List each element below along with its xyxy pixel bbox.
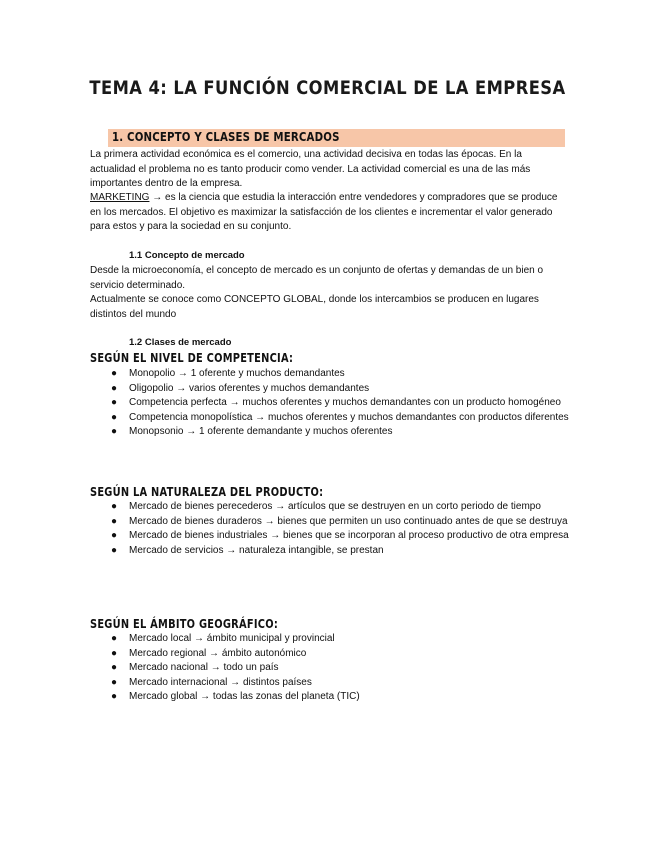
bullet-icon: ● <box>111 397 118 408</box>
intro-paragraph: La primera actividad económica es el comercio, una actividad decisiva en todas las épocas. En la actualidad el problema no es tanto producir como vender. La actividad comercial es una de las más importantes dentro de la empresa. <box>90 149 531 189</box>
marketing-paragraph <box>90 191 570 235</box>
section-heading: 1. CONCEPTO Y CLASES DE MERCADOS <box>112 130 340 144</box>
bullet-icon: ● <box>111 633 118 644</box>
bullet-icon: ● <box>111 691 118 702</box>
list-item: ● Competencia perfecta → muchos oferentes y muchos demandantes con un producto homogéneo <box>90 396 570 411</box>
bullet-icon: ● <box>111 676 118 688</box>
bullet-icon: ● <box>111 515 118 527</box>
list-item: ● Monopolio → 1 oferente y muchos demandantes <box>90 367 570 382</box>
bullet-icon: ● <box>111 368 118 379</box>
concepto-paragraph-2: Actualmente se conoce como CONCEPTO GLOBAL, donde los intercambios se producen en lugares distintos del mundo <box>90 294 539 320</box>
list-item: ● Mercado nacional → todo un país <box>90 661 570 676</box>
bullet-icon: ● <box>111 382 118 394</box>
page-title: TEMA 4: LA FUNCIÓN COMERCIAL DE LA EMPRESA <box>89 77 566 99</box>
list-item: ● Mercado regional → ámbito autonómico <box>90 647 570 662</box>
list-item: ● Mercado de bienes industriales → bienes que se incorporan al proceso productivo de otra empresa <box>90 529 570 544</box>
list-item: ● Mercado de servicios → naturaleza intangible, se prestan <box>90 544 570 559</box>
concepto-paragraph-1: Desde la microeconomía, el concepto de mercado es un conjunto de ofertas y demandas de un bien o servicio determinado. <box>90 265 544 291</box>
bullet-icon: ● <box>111 411 118 423</box>
list-item: ● Mercado global → todas las zonas del planeta (TIC) <box>90 690 570 705</box>
bullet-icon: ● <box>111 501 118 512</box>
bullet-icon: ● <box>111 647 118 659</box>
list-geografico <box>90 632 570 705</box>
list-item: ● Mercado internacional → distintos países <box>90 676 570 691</box>
list-item: ● Competencia monopolística → muchos oferentes y muchos demandantes con productos diferentes <box>90 411 570 426</box>
bullet-icon: ● <box>111 662 118 673</box>
marketing-term: MARKETING <box>90 192 150 203</box>
list-item: ● Monopsonio → 1 oferente demandante y muchos oferentes <box>90 425 570 440</box>
list-item: ● Mercado local → ámbito municipal y provincial <box>90 632 570 647</box>
list-item: ● Mercado de bienes perecederos → artículos que se destruyen en un corto periodo de tiempo <box>90 500 570 515</box>
bullet-icon: ● <box>111 426 118 437</box>
list-item: ● Oligopolio → varios oferentes y muchos demandantes <box>90 382 570 397</box>
list-competencia <box>90 367 570 440</box>
category-heading-producto: SEGÚN LA NATURALEZA DEL PRODUCTO: <box>90 485 324 499</box>
subheading-clases: 1.2 Clases de mercado <box>129 337 232 348</box>
category-heading-geografico: SEGÚN EL ÁMBITO GEOGRÁFICO: <box>90 617 279 631</box>
subheading-concepto: 1.1 Concepto de mercado <box>129 250 245 261</box>
list-item: ● Mercado de bienes duraderos → bienes que permiten un uso continuado antes de que se destruya <box>90 515 570 530</box>
bullet-icon: ● <box>111 530 118 541</box>
bullet-icon: ● <box>111 544 118 556</box>
marketing-definition: → es la ciencia que estudia la interacción entre vendedores y compradores que se produce en los mercados. El objetivo es maximizar la satisfacción de los clientes e incrementar el valor generado para estos y para la sociedad en su conjunto. <box>90 192 558 232</box>
category-heading-competencia: SEGÚN EL NIVEL DE COMPETENCIA: <box>90 351 294 365</box>
list-producto <box>90 500 570 558</box>
